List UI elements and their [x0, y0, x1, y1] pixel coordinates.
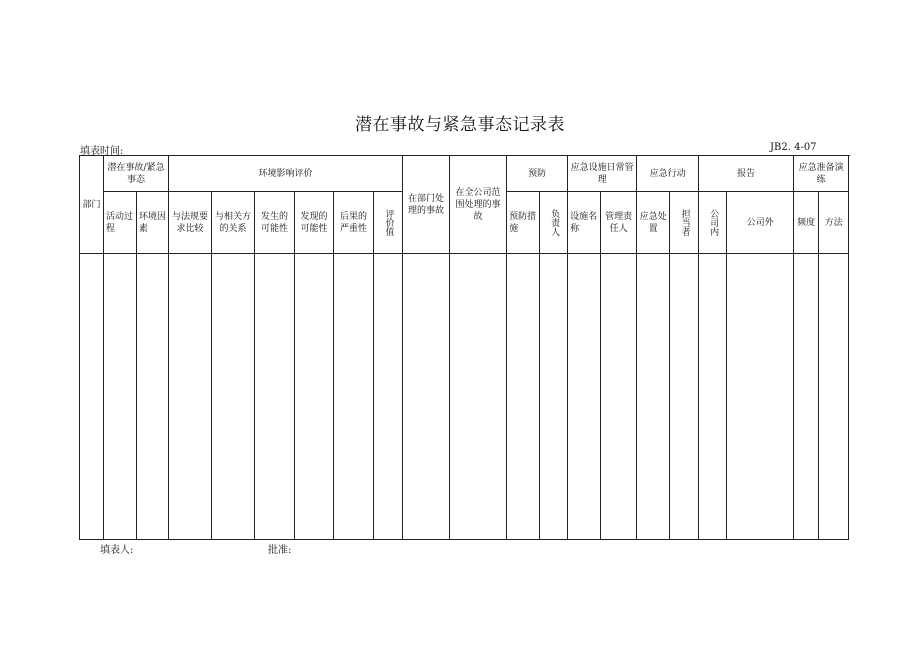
col-env-factor: 环境因素 — [137, 192, 169, 254]
col-method: 方法 — [819, 192, 849, 254]
cell-mgmt-owner — [601, 254, 637, 540]
cell-facility-name — [568, 254, 601, 540]
cell-consequence-severity — [334, 254, 374, 540]
record-table — [79, 155, 849, 540]
cell-eval-value — [374, 254, 403, 540]
col-emergency-action: 应急行动 — [637, 156, 699, 192]
cell-company-external — [727, 254, 794, 540]
cell-company-handled — [450, 254, 507, 540]
col-occur-possibility: 发生的可能性 — [255, 192, 295, 254]
cell-law-compare — [169, 254, 212, 540]
col-law-compare: 与法规要求比较 — [169, 192, 212, 254]
col-env-eval: 环境影响评价 — [169, 156, 403, 192]
cell-prevention-owner — [540, 254, 568, 540]
col-activity-process: 活动过程 — [104, 192, 137, 254]
form-code: JB2. 4-07 — [770, 142, 817, 153]
cell-activity-process — [104, 254, 137, 540]
col-detect-possibility: 发现的可能性 — [295, 192, 334, 254]
cell-occur-possibility — [255, 254, 295, 540]
approver-label: 批准: — [268, 545, 292, 556]
table-row — [80, 254, 849, 540]
cell-emergency-handling — [637, 254, 670, 540]
cell-department — [80, 254, 104, 540]
page-title: 潜在事故与紧急事态记录表 — [355, 115, 565, 135]
cell-detect-possibility — [295, 254, 334, 540]
col-potential-accident: 潜在事故/紧急事态 — [104, 156, 169, 192]
col-drill: 应急准备演练 — [794, 156, 849, 192]
col-facility-mgmt: 应急设施日常管理 — [568, 156, 637, 192]
col-facility-name: 设施名称 — [568, 192, 601, 254]
col-stakeholder-relation: 与相关方的关系 — [212, 192, 255, 254]
cell-bearer — [670, 254, 699, 540]
cell-env-factor — [137, 254, 169, 540]
col-eval-value: 评价值 — [374, 192, 403, 254]
col-consequence-severity: 后果的严重性 — [334, 192, 374, 254]
col-report: 报告 — [699, 156, 794, 192]
col-department: 部门 — [80, 156, 104, 254]
col-frequency: 频度 — [794, 192, 819, 254]
col-company-internal: 公司内 — [699, 192, 727, 254]
cell-prevention-measure — [507, 254, 540, 540]
col-company-handled: 在全公司范围处理的事故 — [450, 156, 507, 254]
fill-time-label: 填表时间: — [80, 146, 124, 157]
filler-label: 填表人: — [100, 545, 134, 556]
col-company-external: 公司外 — [727, 192, 794, 254]
col-prevention-owner: 负责人 — [540, 192, 568, 254]
col-prevention: 预防 — [507, 156, 568, 192]
cell-company-internal — [699, 254, 727, 540]
cell-dept-handled — [403, 254, 450, 540]
col-dept-handled: 在部门处理的事故 — [403, 156, 450, 254]
cell-drill-owner — [819, 254, 849, 540]
cell-stakeholder-relation — [212, 254, 255, 540]
col-emergency-handling: 应急处置 — [637, 192, 670, 254]
col-prevention-measure: 预防措施 — [507, 192, 540, 254]
col-bearer: 担当者 — [670, 192, 699, 254]
col-mgmt-owner: 管理责任人 — [601, 192, 637, 254]
cell-method — [794, 254, 819, 540]
